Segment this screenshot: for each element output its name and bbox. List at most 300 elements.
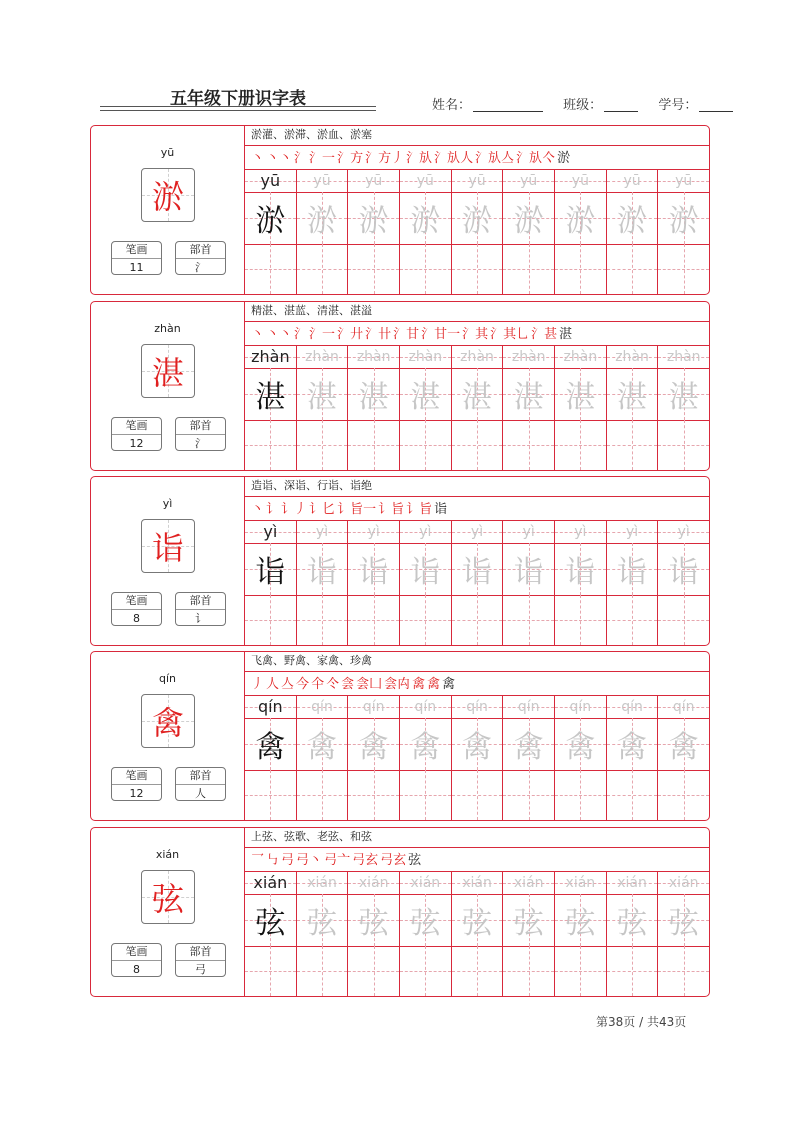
practice-column bbox=[245, 872, 296, 996]
blank-writing-cell[interactable] bbox=[555, 946, 606, 996]
character-cell[interactable] bbox=[245, 192, 296, 245]
character-glyph: 诣 bbox=[151, 529, 184, 567]
blank-writing-cell[interactable] bbox=[658, 770, 709, 820]
blank-writing-cell[interactable] bbox=[452, 244, 503, 294]
blank-writing-cell[interactable] bbox=[555, 420, 606, 470]
stroke-order-step: 氵方 bbox=[337, 151, 364, 166]
character-card bbox=[90, 827, 710, 997]
example-words: 精湛、湛蓝、清湛、湛溢 bbox=[251, 304, 372, 317]
stroke-order bbox=[251, 497, 449, 519]
practice-grid bbox=[245, 170, 709, 294]
character-trace: 湛 bbox=[565, 380, 596, 415]
character-model: 弦 bbox=[255, 906, 286, 941]
character-cell[interactable] bbox=[607, 543, 658, 596]
stroke-order-step: 氵卄 bbox=[365, 327, 392, 342]
practice-column bbox=[657, 696, 709, 820]
id-field[interactable] bbox=[658, 94, 733, 113]
blank-writing-cell[interactable] bbox=[400, 595, 451, 645]
character-cell[interactable] bbox=[400, 894, 451, 947]
pinyin-cell bbox=[503, 872, 554, 895]
character-cell[interactable] bbox=[555, 543, 606, 596]
blank-writing-cell[interactable] bbox=[503, 244, 554, 294]
pinyin-trace: xián bbox=[358, 875, 389, 891]
blank-writing-cell[interactable] bbox=[607, 770, 658, 820]
pinyin-trace: xián bbox=[513, 875, 544, 891]
stroke-order-step: 乛 bbox=[251, 853, 265, 868]
stroke-order-step: 氵一 bbox=[309, 327, 336, 342]
pinyin-model: qín bbox=[257, 697, 283, 716]
pinyin-cell bbox=[452, 696, 503, 719]
stroke-count-value: 11 bbox=[129, 261, 144, 274]
blank-writing-cell[interactable] bbox=[607, 244, 658, 294]
blank-writing-cell[interactable] bbox=[607, 595, 658, 645]
pinyin-cell bbox=[245, 696, 296, 719]
pinyin-trace: qín bbox=[362, 699, 385, 715]
practice-grid bbox=[245, 696, 709, 820]
pinyin-cell bbox=[297, 521, 348, 544]
practice-panel bbox=[245, 828, 709, 996]
practice-column bbox=[606, 521, 658, 645]
blank-writing-cell[interactable] bbox=[348, 595, 399, 645]
pinyin-trace: yì bbox=[470, 524, 484, 540]
radical-label: 部首 bbox=[176, 418, 225, 435]
practice-column bbox=[554, 872, 606, 996]
class-label: 班级： bbox=[563, 98, 603, 113]
pinyin-cell bbox=[348, 696, 399, 719]
blank-writing-cell[interactable] bbox=[658, 420, 709, 470]
character-trace: 淤 bbox=[410, 204, 441, 239]
pinyin-cell bbox=[452, 346, 503, 369]
character-cell[interactable] bbox=[503, 543, 554, 596]
practice-column bbox=[451, 346, 503, 470]
blank-writing-cell[interactable] bbox=[297, 946, 348, 996]
character-cell[interactable] bbox=[658, 894, 709, 947]
character-cell[interactable] bbox=[297, 368, 348, 421]
stroke-order-step: 丿 bbox=[251, 677, 265, 692]
pinyin-cell bbox=[607, 696, 658, 719]
character-trace: 弦 bbox=[513, 906, 544, 941]
stroke-order-step: 丶丶 bbox=[266, 151, 293, 166]
stroke-count-box bbox=[111, 417, 162, 451]
stroke-order-step: 氵廾 bbox=[337, 327, 364, 342]
character-pinyin: yì bbox=[162, 497, 173, 510]
practice-column bbox=[245, 521, 296, 645]
title-underline-top bbox=[100, 106, 376, 107]
stroke-order-step: 氵甘一 bbox=[421, 327, 461, 342]
character-trace: 弦 bbox=[358, 906, 389, 941]
character-box bbox=[141, 870, 195, 924]
stroke-order-step: 仒 bbox=[326, 677, 340, 692]
class-field[interactable] bbox=[563, 94, 638, 113]
character-cell[interactable] bbox=[452, 192, 503, 245]
pinyin-trace: qín bbox=[569, 699, 592, 715]
practice-column bbox=[606, 872, 658, 996]
stroke-count-box bbox=[111, 592, 162, 626]
character-trace: 禽 bbox=[410, 730, 441, 765]
character-card bbox=[90, 301, 710, 471]
radical-label: 部首 bbox=[176, 593, 225, 610]
character-cell[interactable] bbox=[400, 718, 451, 771]
character-trace: 禽 bbox=[617, 730, 648, 765]
stroke-count-value: 8 bbox=[133, 963, 140, 976]
stroke-order bbox=[251, 672, 457, 694]
pinyin-cell bbox=[555, 872, 606, 895]
practice-column bbox=[606, 346, 658, 470]
character-cell[interactable] bbox=[658, 368, 709, 421]
blank-writing-cell[interactable] bbox=[245, 595, 296, 645]
character-trace: 诣 bbox=[307, 555, 337, 590]
pinyin-trace: yì bbox=[419, 524, 432, 540]
practice-column bbox=[347, 521, 399, 645]
character-trace: 弦 bbox=[307, 906, 337, 941]
stroke-order-step: 弓玄 bbox=[380, 853, 407, 868]
stroke-order-step: 氵㫃亼 bbox=[475, 151, 515, 166]
blank-writing-cell[interactable] bbox=[245, 946, 296, 996]
pinyin-trace: yū bbox=[313, 173, 331, 189]
blank-writing-cell[interactable] bbox=[400, 244, 451, 294]
character-box bbox=[141, 168, 195, 222]
character-cell[interactable] bbox=[503, 368, 554, 421]
character-trace: 淤 bbox=[462, 204, 493, 239]
practice-column bbox=[399, 696, 451, 820]
practice-grid bbox=[245, 872, 709, 996]
pinyin-model: zhàn bbox=[251, 347, 290, 366]
practice-column bbox=[245, 346, 296, 470]
blank-writing-cell[interactable] bbox=[503, 595, 554, 645]
stroke-order-step: 氵 bbox=[294, 327, 308, 342]
pinyin-trace: xián bbox=[410, 875, 441, 891]
stroke-order-step: 人 bbox=[266, 677, 280, 692]
stroke-order-step: 讠旨一 bbox=[337, 502, 377, 517]
character-trace: 淤 bbox=[565, 204, 596, 239]
blank-writing-cell[interactable] bbox=[245, 770, 296, 820]
blank-writing-cell[interactable] bbox=[297, 770, 348, 820]
pinyin-cell bbox=[348, 170, 399, 193]
pinyin-trace: xián bbox=[617, 875, 647, 891]
character-trace: 淤 bbox=[307, 204, 337, 239]
character-cell[interactable] bbox=[452, 543, 503, 596]
character-cell[interactable] bbox=[503, 718, 554, 771]
character-cell[interactable] bbox=[452, 368, 503, 421]
character-trace: 诣 bbox=[410, 555, 441, 590]
pinyin-model: yì bbox=[263, 522, 278, 541]
blank-writing-cell[interactable] bbox=[607, 946, 658, 996]
blank-writing-cell[interactable] bbox=[452, 420, 503, 470]
practice-column bbox=[399, 872, 451, 996]
pinyin-trace: yì bbox=[677, 524, 690, 540]
character-cell[interactable] bbox=[297, 894, 348, 947]
blank-writing-cell[interactable] bbox=[452, 595, 503, 645]
character-box bbox=[141, 344, 195, 398]
stroke-order-step: 侌凵 bbox=[356, 677, 383, 692]
blank-writing-cell[interactable] bbox=[245, 244, 296, 294]
character-cell[interactable] bbox=[297, 718, 348, 771]
practice-column bbox=[606, 170, 658, 294]
pinyin-cell bbox=[400, 696, 451, 719]
example-words: 淤灌、淤滞、淤血、淤塞 bbox=[251, 128, 372, 141]
stroke-order-step: 氵一 bbox=[309, 151, 336, 166]
character-glyph: 弦 bbox=[151, 880, 184, 918]
blank-writing-cell[interactable] bbox=[348, 420, 399, 470]
character-glyph: 禽 bbox=[151, 704, 184, 742]
pinyin-trace: zhàn bbox=[356, 349, 391, 365]
id-blank[interactable] bbox=[699, 98, 733, 112]
character-trace: 淤 bbox=[513, 204, 544, 239]
pinyin-trace: zhàn bbox=[460, 349, 494, 365]
character-pinyin: qín bbox=[158, 672, 176, 685]
practice-column bbox=[554, 521, 606, 645]
character-cell[interactable] bbox=[555, 718, 606, 771]
character-cell[interactable] bbox=[555, 192, 606, 245]
character-cell[interactable] bbox=[658, 718, 709, 771]
radical-label: 部首 bbox=[176, 768, 225, 785]
character-trace: 禽 bbox=[565, 730, 596, 765]
character-trace: 禽 bbox=[307, 730, 337, 765]
stroke-order-step: 氵 bbox=[294, 151, 308, 166]
stroke-count-value: 12 bbox=[129, 787, 144, 800]
character-trace: 湛 bbox=[358, 380, 389, 415]
pinyin-cell bbox=[400, 346, 451, 369]
character-trace: 禽 bbox=[668, 730, 699, 765]
practice-column bbox=[606, 696, 658, 820]
pinyin-cell bbox=[658, 872, 709, 895]
blank-writing-cell[interactable] bbox=[555, 770, 606, 820]
pinyin-cell bbox=[555, 696, 606, 719]
example-words: 飞禽、野禽、家禽、珍禽 bbox=[251, 654, 372, 667]
character-cell[interactable] bbox=[658, 192, 709, 245]
practice-column bbox=[296, 346, 348, 470]
pinyin-trace: zhàn bbox=[666, 349, 701, 365]
stroke-order-step: 氵甚 bbox=[531, 327, 558, 342]
character-cell[interactable] bbox=[607, 718, 658, 771]
character-trace: 弦 bbox=[565, 906, 596, 941]
blank-writing-cell[interactable] bbox=[400, 420, 451, 470]
blank-writing-cell[interactable] bbox=[452, 770, 503, 820]
pinyin-trace: xián bbox=[565, 875, 596, 891]
radical-value: 氵 bbox=[195, 437, 206, 450]
character-trace: 禽 bbox=[462, 730, 493, 765]
stroke-order-step: 氵㫃人 bbox=[434, 151, 474, 166]
character-trace: 湛 bbox=[410, 380, 441, 415]
worksheet-header bbox=[0, 0, 800, 120]
character-cell[interactable] bbox=[245, 543, 296, 596]
pinyin-cell bbox=[607, 170, 658, 193]
blank-writing-cell[interactable] bbox=[503, 946, 554, 996]
example-words: 造诣、深诣、行诣、诣绝 bbox=[251, 479, 372, 492]
practice-column bbox=[347, 170, 399, 294]
pinyin-trace: yì bbox=[315, 524, 329, 540]
pinyin-cell bbox=[245, 346, 296, 369]
character-cell[interactable] bbox=[400, 192, 451, 245]
pinyin-trace: yū bbox=[675, 173, 693, 189]
blank-writing-cell[interactable] bbox=[348, 946, 399, 996]
stroke-order-step: 诣 bbox=[434, 502, 448, 517]
practice-column bbox=[451, 521, 503, 645]
pinyin-trace: xián bbox=[307, 875, 337, 891]
name-label: 姓名： bbox=[432, 98, 472, 113]
character-card bbox=[90, 125, 710, 295]
radical-box bbox=[175, 767, 226, 801]
pinyin-cell bbox=[400, 872, 451, 895]
blank-writing-cell[interactable] bbox=[348, 244, 399, 294]
pinyin-cell bbox=[245, 872, 296, 895]
class-blank[interactable] bbox=[604, 98, 638, 112]
pinyin-trace: qín bbox=[621, 699, 643, 715]
pinyin-trace: zhàn bbox=[563, 349, 598, 365]
stroke-order-step: 丶 bbox=[251, 502, 265, 517]
character-info-panel bbox=[91, 828, 245, 996]
character-cell[interactable] bbox=[503, 894, 554, 947]
stroke-order-step: 讠匕 bbox=[309, 502, 336, 517]
blank-writing-cell[interactable] bbox=[503, 420, 554, 470]
stroke-order-step: 氵其 bbox=[462, 327, 489, 342]
character-cell[interactable] bbox=[555, 894, 606, 947]
practice-column bbox=[657, 872, 709, 996]
page-number: 第38页 / 共43页 bbox=[596, 1015, 687, 1029]
pinyin-trace: yì bbox=[522, 524, 535, 540]
blank-writing-cell[interactable] bbox=[348, 770, 399, 820]
pinyin-trace: yì bbox=[574, 524, 587, 540]
character-cell[interactable] bbox=[607, 894, 658, 947]
character-trace: 诣 bbox=[513, 555, 544, 590]
character-model: 禽 bbox=[255, 730, 286, 765]
character-trace: 弦 bbox=[410, 906, 441, 941]
stroke-order-step: 弓 bbox=[281, 853, 295, 868]
name-blank[interactable] bbox=[473, 98, 543, 112]
pinyin-trace: qín bbox=[466, 699, 488, 715]
blank-writing-cell[interactable] bbox=[555, 244, 606, 294]
stroke-order-step: 禽 bbox=[442, 677, 456, 692]
pinyin-cell bbox=[400, 521, 451, 544]
character-pinyin: xián bbox=[155, 848, 180, 861]
stroke-count-value: 12 bbox=[129, 437, 144, 450]
character-trace: 淤 bbox=[358, 204, 389, 239]
blank-writing-cell[interactable] bbox=[503, 770, 554, 820]
pinyin-cell bbox=[400, 170, 451, 193]
pinyin-trace: xián bbox=[462, 875, 492, 891]
stroke-count-box bbox=[111, 943, 162, 977]
pinyin-cell bbox=[658, 521, 709, 544]
pinyin-model: yū bbox=[260, 171, 281, 190]
blank-writing-cell[interactable] bbox=[297, 420, 348, 470]
pinyin-cell bbox=[297, 696, 348, 719]
stroke-order-step: 弓玄 bbox=[352, 853, 379, 868]
name-field[interactable] bbox=[432, 94, 543, 113]
character-cell[interactable] bbox=[607, 192, 658, 245]
pinyin-cell bbox=[297, 346, 348, 369]
pinyin-cell bbox=[607, 872, 658, 895]
pinyin-trace: zhàn bbox=[511, 349, 546, 365]
character-cell[interactable] bbox=[348, 543, 399, 596]
stroke-order-step: 侌 bbox=[341, 677, 355, 692]
character-cell[interactable] bbox=[245, 718, 296, 771]
title-underline-bottom bbox=[100, 110, 376, 111]
blank-writing-cell[interactable] bbox=[555, 595, 606, 645]
pinyin-cell bbox=[348, 521, 399, 544]
character-cell[interactable] bbox=[245, 894, 296, 947]
stroke-order-step: 亼 bbox=[281, 677, 295, 692]
pinyin-cell bbox=[503, 521, 554, 544]
character-glyph: 淤 bbox=[151, 178, 184, 216]
pinyin-cell bbox=[658, 696, 709, 719]
character-cell[interactable] bbox=[658, 543, 709, 596]
pinyin-cell bbox=[555, 521, 606, 544]
character-cell[interactable] bbox=[400, 368, 451, 421]
blank-writing-cell[interactable] bbox=[297, 244, 348, 294]
blank-writing-cell[interactable] bbox=[297, 595, 348, 645]
blank-writing-cell[interactable] bbox=[607, 420, 658, 470]
blank-writing-cell[interactable] bbox=[400, 770, 451, 820]
practice-column bbox=[554, 346, 606, 470]
stroke-order-step: ㇉ bbox=[266, 853, 280, 868]
character-cell[interactable] bbox=[348, 368, 399, 421]
stroke-order-step: 氵甘 bbox=[393, 327, 420, 342]
blank-writing-cell[interactable] bbox=[400, 946, 451, 996]
practice-column bbox=[554, 170, 606, 294]
character-cell[interactable] bbox=[452, 894, 503, 947]
character-glyph: 湛 bbox=[151, 354, 184, 392]
character-trace: 诣 bbox=[565, 555, 596, 590]
practice-column bbox=[347, 346, 399, 470]
character-info-panel bbox=[91, 126, 245, 294]
practice-column bbox=[451, 696, 503, 820]
pinyin-trace: zhàn bbox=[408, 349, 443, 365]
stroke-order-step: 氵㫃 bbox=[406, 151, 433, 166]
practice-column bbox=[451, 872, 503, 996]
radical-box bbox=[175, 592, 226, 626]
pinyin-trace: yū bbox=[468, 173, 486, 189]
character-cell[interactable] bbox=[503, 192, 554, 245]
pinyin-cell bbox=[452, 872, 503, 895]
radical-box bbox=[175, 241, 226, 275]
stroke-order-step: 氵方丿 bbox=[365, 151, 405, 166]
blank-writing-cell[interactable] bbox=[452, 946, 503, 996]
blank-writing-cell[interactable] bbox=[658, 946, 709, 996]
blank-writing-cell[interactable] bbox=[245, 420, 296, 470]
character-trace: 弦 bbox=[617, 906, 648, 941]
practice-column bbox=[554, 696, 606, 820]
practice-column bbox=[451, 170, 503, 294]
character-trace: 诣 bbox=[358, 555, 389, 590]
stroke-order-step: 禽 bbox=[427, 677, 441, 692]
character-cell[interactable] bbox=[245, 368, 296, 421]
character-cell[interactable] bbox=[348, 894, 399, 947]
pinyin-trace: yū bbox=[623, 173, 641, 189]
practice-grid bbox=[245, 346, 709, 470]
character-cell[interactable] bbox=[348, 192, 399, 245]
character-cell[interactable] bbox=[348, 718, 399, 771]
character-cell[interactable] bbox=[297, 543, 348, 596]
stroke-order-step: 淤 bbox=[557, 151, 571, 166]
character-cell[interactable] bbox=[607, 368, 658, 421]
stroke-order-step: 讠旨 bbox=[378, 502, 405, 517]
character-cell[interactable] bbox=[555, 368, 606, 421]
character-cell[interactable] bbox=[297, 192, 348, 245]
pinyin-trace: yū bbox=[416, 173, 434, 189]
stroke-count-box bbox=[111, 241, 162, 275]
stroke-order-step: 弓丶 bbox=[296, 853, 323, 868]
practice-column bbox=[399, 346, 451, 470]
character-cell[interactable] bbox=[400, 543, 451, 596]
stroke-count-label: 笔画 bbox=[112, 242, 161, 259]
radical-label: 部首 bbox=[176, 944, 225, 961]
blank-writing-cell[interactable] bbox=[658, 244, 709, 294]
pinyin-trace: zhàn bbox=[305, 349, 339, 365]
blank-writing-cell[interactable] bbox=[658, 595, 709, 645]
pinyin-trace: qín bbox=[311, 699, 333, 715]
character-cell[interactable] bbox=[452, 718, 503, 771]
stroke-count-label: 笔画 bbox=[112, 593, 161, 610]
